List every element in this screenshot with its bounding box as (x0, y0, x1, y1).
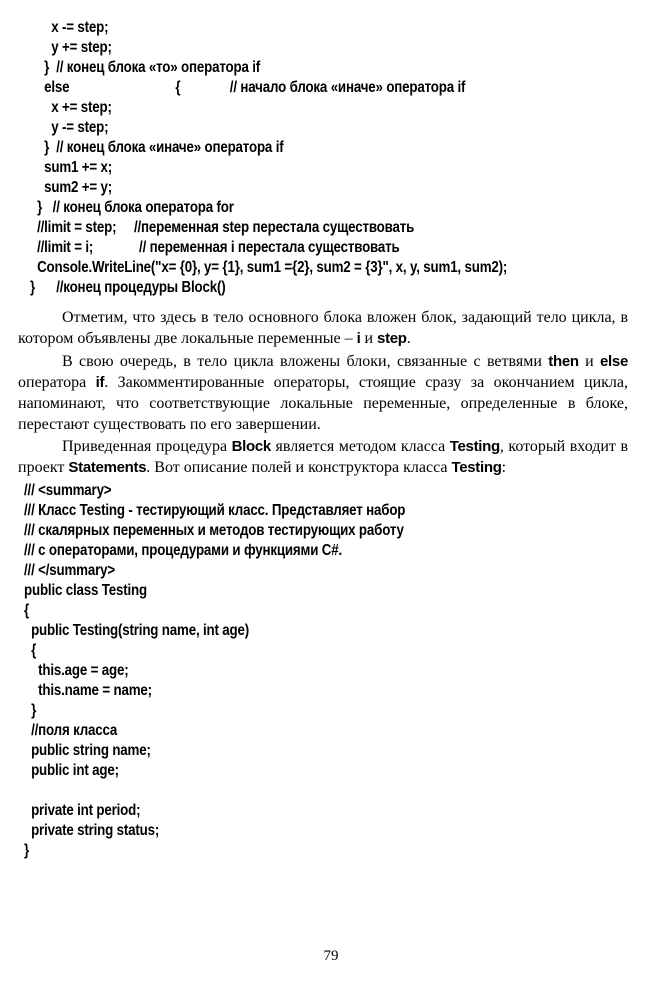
code-block-procedure-end (30, 18, 507, 298)
code-line: /// скалярных переменных и методов тестирующих работу (24, 522, 404, 539)
paragraph-2-text-4: . Закомментированные операторы, стоящие сразу за окончанием цикла, напоминают, что соответствующие локальные переменные, определенные в блоке, перестают существовать по его завершении. (18, 374, 628, 433)
code-line: public class Testing (24, 582, 147, 599)
code-line: Console.WriteLine("x= {0}, y= {1}, sum1 ={2}, sum2 = {3}", x, y, sum1, sum2); (30, 259, 508, 276)
paragraph-3-text-4: . Вот описание полей и конструктора класса (146, 459, 452, 476)
code-line (24, 781, 405, 801)
code-line: sum2 += y; (30, 179, 113, 196)
code-line: private int period; (24, 802, 141, 819)
keyword-i: i (356, 330, 361, 347)
keyword-testing-2: Testing (451, 459, 502, 476)
keyword-step: step (377, 330, 407, 347)
code-line: /// с операторами, процедурами и функциями C#. (24, 542, 343, 559)
code-line: public string name; (24, 742, 151, 759)
paragraph-1-text: Отметим, что здесь в тело основного блока вложен блок, задающий тело цикла, в котором объявлены две локальные переменные – (18, 309, 628, 347)
paragraph-testing-class (18, 436, 628, 478)
code-line: } (24, 702, 37, 719)
code-line: //limit = step; //переменная step перестала существовать (30, 219, 415, 236)
paragraph-1-and: и (360, 330, 378, 347)
code-line: { (24, 642, 37, 659)
paragraph-2-text-1: В свою очередь, в тело цикла вложены блоки, связанные с ветвями (62, 353, 549, 370)
code-line: } (24, 842, 30, 859)
code-block-testing-class (24, 481, 405, 861)
paragraph-3-text-3: , который входит в проект (18, 438, 629, 476)
code-line: public int age; (24, 762, 119, 779)
paragraph-3-text-2: является методом класса (270, 438, 450, 455)
page-number: 79 (323, 948, 339, 964)
code-line: /// </summary> (24, 562, 115, 579)
code-line: y += step; (30, 39, 112, 56)
code-line: private string status; (24, 822, 160, 839)
keyword-then: then (548, 353, 579, 370)
code-line: } //конец процедуры Block() (30, 279, 226, 296)
code-line: /// Класс Testing - тестирующий класс. Представляет набор (24, 502, 406, 519)
code-line: } // конец блока «то» оператора if (30, 59, 261, 76)
paragraph-2-text-3: оператора (18, 374, 96, 391)
code-line: /// <summary> (24, 482, 112, 499)
code-line: y -= step; (30, 119, 109, 136)
keyword-block: Block (231, 438, 271, 455)
code-line: } // конец блока оператора for (30, 199, 234, 216)
code-line: this.name = name; (24, 682, 152, 699)
keyword-if: if (95, 374, 105, 391)
code-line: x -= step; (30, 19, 109, 36)
code-line: else { // начало блока «иначе» оператора if (30, 79, 466, 96)
paragraph-2-text-2: и (578, 353, 601, 370)
keyword-else: else (600, 353, 629, 370)
code-line: sum1 += x; (30, 159, 113, 176)
code-line: //поля класса (24, 722, 118, 739)
code-line: { (24, 602, 30, 619)
keyword-statements: Statements (68, 459, 147, 476)
code-line: this.age = age; (24, 662, 129, 679)
code-line: x += step; (30, 99, 112, 116)
paragraph-1-end: . (406, 330, 411, 347)
paragraph-3-text-5: : (501, 459, 507, 476)
code-line: public Testing(string name, int age) (24, 622, 250, 639)
code-line: //limit = i; // переменная i перестала существовать (30, 239, 400, 256)
code-line: } // конец блока «иначе» оператора if (30, 139, 284, 156)
paragraph-then-else-blocks (18, 351, 628, 435)
paragraph-nested-block (18, 307, 628, 349)
paragraph-3-text-1: Приведенная процедура (62, 438, 232, 455)
keyword-testing: Testing (449, 438, 500, 455)
